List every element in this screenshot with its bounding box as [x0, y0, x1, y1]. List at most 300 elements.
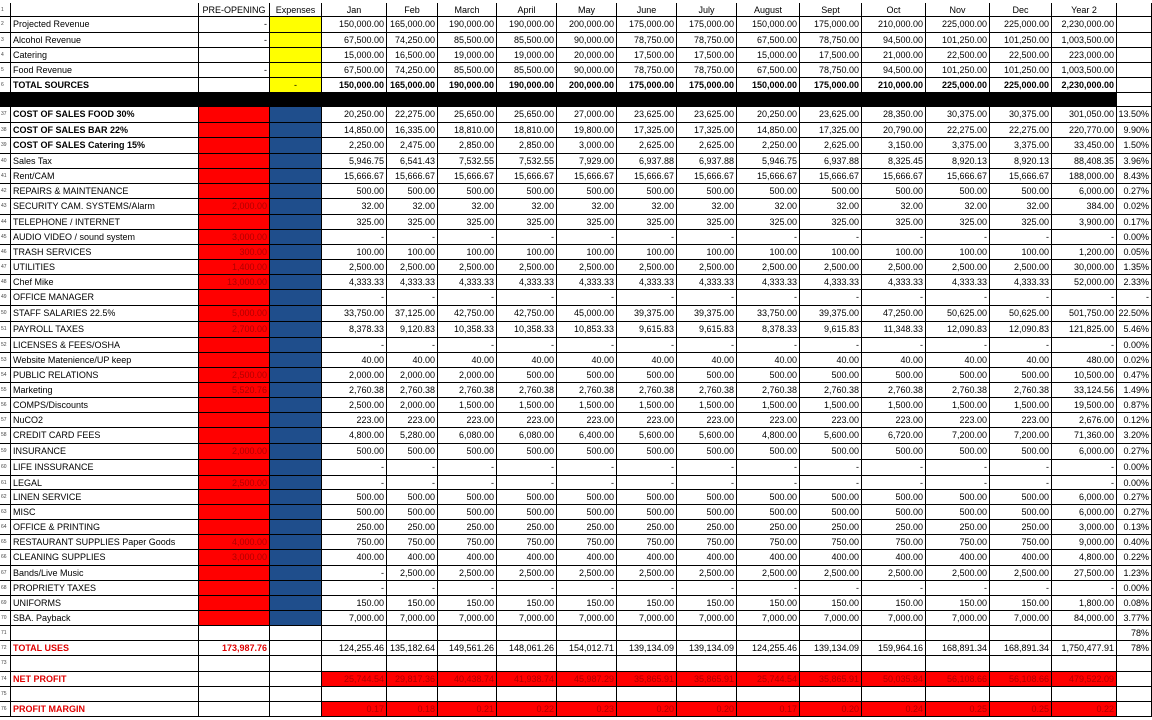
value-cell[interactable]: 500.00 — [497, 490, 557, 505]
value-cell[interactable]: 250.00 — [322, 520, 387, 535]
value-cell[interactable]: 500.00 — [438, 444, 497, 460]
value-cell[interactable]: 500.00 — [617, 490, 677, 505]
row-label[interactable]: Chef Mike — [11, 275, 199, 290]
percent-cell[interactable]: 0.02% — [1117, 199, 1152, 215]
row-number[interactable]: 76 — [0, 702, 11, 717]
value-cell[interactable]: - — [497, 338, 557, 353]
pre-opening-cell[interactable] — [199, 581, 270, 596]
value-cell[interactable]: 6,937.88 — [677, 154, 737, 169]
value-cell[interactable]: - — [557, 230, 617, 245]
expenses-cell[interactable] — [270, 353, 322, 368]
value-cell[interactable]: 750.00 — [387, 535, 438, 550]
cell[interactable] — [1117, 687, 1152, 702]
value-cell[interactable]: 175,000.00 — [617, 17, 677, 33]
value-cell[interactable]: 0.24 — [862, 702, 926, 717]
value-cell[interactable]: 1,500.00 — [800, 398, 862, 413]
value-cell[interactable]: - — [677, 290, 737, 306]
value-cell[interactable]: 250.00 — [557, 520, 617, 535]
value-cell[interactable]: 19,000.00 — [438, 48, 497, 63]
value-cell[interactable]: 100.00 — [862, 245, 926, 260]
value-cell[interactable]: 40.00 — [862, 353, 926, 368]
row-number[interactable]: 57 — [0, 413, 11, 428]
value-cell[interactable]: 750.00 — [438, 535, 497, 550]
value-cell[interactable]: 78,750.00 — [617, 63, 677, 78]
value-cell[interactable]: 0.17 — [322, 702, 387, 717]
value-cell[interactable]: 500.00 — [677, 368, 737, 383]
cell[interactable] — [270, 626, 322, 641]
cell[interactable] — [1117, 3, 1152, 17]
value-cell[interactable]: 325.00 — [737, 215, 800, 230]
row-number[interactable]: 55 — [0, 383, 11, 398]
pre-opening-cell[interactable] — [199, 184, 270, 199]
value-cell[interactable]: 6,080.00 — [438, 428, 497, 444]
row-label[interactable]: Catering — [11, 48, 199, 63]
value-cell[interactable]: - — [387, 460, 438, 476]
value-cell[interactable]: 5,946.75 — [322, 154, 387, 169]
value-cell[interactable]: - — [926, 230, 990, 245]
value-cell[interactable]: 40.00 — [990, 353, 1052, 368]
percent-cell[interactable]: 1.35% — [1117, 260, 1152, 275]
cell[interactable] — [438, 687, 497, 702]
value-cell[interactable]: 10,358.33 — [497, 322, 557, 338]
row-number[interactable]: 62 — [0, 490, 11, 505]
divider-cell[interactable] — [322, 93, 387, 107]
value-cell[interactable]: 1,500.00 — [737, 398, 800, 413]
value-cell[interactable]: 500.00 — [497, 184, 557, 199]
percent-cell[interactable]: 0.00% — [1117, 581, 1152, 596]
pre-opening-cell[interactable] — [199, 460, 270, 476]
value-cell[interactable]: 2,000.00 — [438, 368, 497, 383]
value-cell[interactable]: - — [737, 581, 800, 596]
pre-opening-cell[interactable]: 4,000.00 — [199, 535, 270, 550]
row-label[interactable]: LEGAL — [11, 476, 199, 490]
value-cell[interactable]: 25,744.54 — [322, 672, 387, 687]
value-cell[interactable]: - — [438, 230, 497, 245]
value-cell[interactable]: 2,500.00 — [322, 398, 387, 413]
column-header[interactable]: Jan — [322, 3, 387, 17]
value-cell[interactable]: 7,000.00 — [862, 611, 926, 626]
value-cell[interactable]: 6,541.43 — [387, 154, 438, 169]
value-cell[interactable]: 500.00 — [677, 444, 737, 460]
value-cell[interactable]: 223.00 — [800, 413, 862, 428]
cell[interactable] — [11, 656, 199, 672]
value-cell[interactable]: 223.00 — [497, 413, 557, 428]
percent-cell[interactable]: - — [1117, 290, 1152, 306]
expenses-cell[interactable] — [270, 322, 322, 338]
value-cell[interactable]: 500.00 — [677, 505, 737, 520]
value-cell[interactable]: 40.00 — [557, 353, 617, 368]
value-cell[interactable]: 150.00 — [387, 596, 438, 611]
cell[interactable] — [322, 626, 387, 641]
value-cell[interactable]: 7,532.55 — [438, 154, 497, 169]
value-cell[interactable]: - — [990, 338, 1052, 353]
value-cell[interactable]: 500.00 — [990, 368, 1052, 383]
value-cell[interactable]: - — [617, 476, 677, 490]
pre-opening-cell[interactable]: 1,400.00 — [199, 260, 270, 275]
row-label[interactable]: Food Revenue — [11, 63, 199, 78]
value-cell[interactable]: 4,333.33 — [990, 275, 1052, 290]
value-cell[interactable]: - — [926, 290, 990, 306]
row-number[interactable]: 59 — [0, 444, 11, 460]
row-number[interactable]: 42 — [0, 184, 11, 199]
value-cell[interactable]: - — [990, 476, 1052, 490]
expenses-cell[interactable] — [270, 338, 322, 353]
value-cell[interactable]: 3,000.00 — [1052, 520, 1117, 535]
value-cell[interactable]: - — [438, 290, 497, 306]
pre-opening-cell[interactable] — [199, 290, 270, 306]
value-cell[interactable]: 225,000.00 — [926, 78, 990, 93]
value-cell[interactable]: 750.00 — [926, 535, 990, 550]
value-cell[interactable]: 2,475.00 — [387, 138, 438, 154]
value-cell[interactable]: - — [617, 290, 677, 306]
value-cell[interactable]: 42,750.00 — [438, 306, 497, 322]
pre-opening-cell[interactable]: 2,500.00 — [199, 476, 270, 490]
value-cell[interactable]: 2,250.00 — [322, 138, 387, 154]
pre-opening-cell[interactable] — [199, 353, 270, 368]
value-cell[interactable]: 7,000.00 — [387, 611, 438, 626]
row-label[interactable]: LINEN SERVICE — [11, 490, 199, 505]
value-cell[interactable]: - — [1052, 290, 1117, 306]
value-cell[interactable]: 250.00 — [617, 520, 677, 535]
value-cell[interactable]: 9,615.83 — [617, 322, 677, 338]
value-cell[interactable]: 500.00 — [800, 444, 862, 460]
cell[interactable] — [737, 626, 800, 641]
value-cell[interactable]: 100.00 — [737, 245, 800, 260]
value-cell[interactable]: 2,500.00 — [617, 566, 677, 581]
value-cell[interactable]: 12,090.83 — [926, 322, 990, 338]
value-cell[interactable]: 750.00 — [557, 535, 617, 550]
column-header[interactable]: March — [438, 3, 497, 17]
value-cell[interactable]: 6,937.88 — [617, 154, 677, 169]
value-cell[interactable]: - — [800, 338, 862, 353]
expenses-cell[interactable] — [270, 398, 322, 413]
value-cell[interactable]: 14,850.00 — [737, 123, 800, 138]
value-cell[interactable]: 750.00 — [800, 535, 862, 550]
value-cell[interactable]: 15,666.67 — [322, 169, 387, 184]
expenses-cell[interactable] — [270, 581, 322, 596]
value-cell[interactable]: 500.00 — [737, 490, 800, 505]
value-cell[interactable]: 2,250.00 — [737, 138, 800, 154]
pre-opening-cell[interactable]: - — [199, 17, 270, 33]
value-cell[interactable]: 15,666.67 — [438, 169, 497, 184]
pre-opening-cell[interactable] — [199, 78, 270, 93]
column-header[interactable]: Nov — [926, 3, 990, 17]
percent-cell[interactable]: 8.43% — [1117, 169, 1152, 184]
value-cell[interactable]: 500.00 — [387, 505, 438, 520]
row-label[interactable]: Bands/Live Music — [11, 566, 199, 581]
value-cell[interactable]: - — [387, 476, 438, 490]
divider-cell[interactable] — [0, 93, 11, 107]
value-cell[interactable]: - — [862, 290, 926, 306]
value-cell[interactable]: 25,650.00 — [438, 107, 497, 123]
value-cell[interactable]: 42,750.00 — [497, 306, 557, 322]
value-cell[interactable]: 19,000.00 — [497, 48, 557, 63]
value-cell[interactable]: 325.00 — [387, 215, 438, 230]
percent-cell[interactable]: 0.40% — [1117, 535, 1152, 550]
value-cell[interactable]: - — [990, 230, 1052, 245]
value-cell[interactable]: 40.00 — [926, 353, 990, 368]
percent-cell[interactable]: 3.96% — [1117, 154, 1152, 169]
cell[interactable] — [199, 687, 270, 702]
cell[interactable] — [387, 687, 438, 702]
value-cell[interactable]: 17,325.00 — [617, 123, 677, 138]
value-cell[interactable]: 2,760.38 — [800, 383, 862, 398]
value-cell[interactable]: 4,333.33 — [926, 275, 990, 290]
value-cell[interactable]: 0.20 — [677, 702, 737, 717]
value-cell[interactable]: 9,000.00 — [1052, 535, 1117, 550]
percent-cell[interactable] — [1117, 78, 1152, 93]
value-cell[interactable]: 6,720.00 — [862, 428, 926, 444]
value-cell[interactable]: 2,500.00 — [557, 566, 617, 581]
expenses-cell[interactable] — [270, 33, 322, 48]
value-cell[interactable]: - — [387, 290, 438, 306]
value-cell[interactable]: 22,500.00 — [990, 48, 1052, 63]
value-cell[interactable]: 150.00 — [737, 596, 800, 611]
expenses-cell[interactable] — [270, 245, 322, 260]
value-cell[interactable]: 23,625.00 — [800, 107, 862, 123]
row-label[interactable]: LIFE INSSURANCE — [11, 460, 199, 476]
row-label[interactable]: SECURITY CAM. SYSTEMS/Alarm — [11, 199, 199, 215]
pre-opening-cell[interactable] — [199, 215, 270, 230]
row-label[interactable]: PUBLIC RELATIONS — [11, 368, 199, 383]
value-cell[interactable]: - — [438, 460, 497, 476]
percent-cell[interactable]: 0.00% — [1117, 230, 1152, 245]
row-number[interactable]: 2 — [0, 17, 11, 33]
cell[interactable] — [677, 687, 737, 702]
value-cell[interactable]: 4,333.33 — [737, 275, 800, 290]
value-cell[interactable]: 250.00 — [990, 520, 1052, 535]
value-cell[interactable]: 37,125.00 — [387, 306, 438, 322]
value-cell[interactable]: 135,182.64 — [387, 641, 438, 656]
divider-cell[interactable] — [990, 93, 1052, 107]
value-cell[interactable]: 0.18 — [387, 702, 438, 717]
value-cell[interactable]: 2,760.38 — [438, 383, 497, 398]
value-cell[interactable]: 150,000.00 — [322, 17, 387, 33]
value-cell[interactable]: 30,375.00 — [990, 107, 1052, 123]
divider-cell[interactable] — [270, 93, 322, 107]
pre-opening-cell[interactable] — [199, 566, 270, 581]
divider-cell[interactable] — [199, 93, 270, 107]
value-cell[interactable]: 750.00 — [617, 535, 677, 550]
divider-cell[interactable] — [438, 93, 497, 107]
value-cell[interactable]: 7,000.00 — [497, 611, 557, 626]
value-cell[interactable]: 210,000.00 — [862, 78, 926, 93]
expenses-cell[interactable] — [270, 596, 322, 611]
row-number[interactable]: 69 — [0, 596, 11, 611]
column-header[interactable]: PRE-OPENING — [199, 3, 270, 17]
value-cell[interactable]: 220,770.00 — [1052, 123, 1117, 138]
value-cell[interactable]: 190,000.00 — [497, 17, 557, 33]
row-number[interactable]: 56 — [0, 398, 11, 413]
value-cell[interactable]: 188,000.00 — [1052, 169, 1117, 184]
value-cell[interactable]: 400.00 — [990, 550, 1052, 566]
value-cell[interactable]: 32.00 — [862, 199, 926, 215]
column-header[interactable]: Year 2 — [1052, 3, 1117, 17]
value-cell[interactable]: 2,625.00 — [800, 138, 862, 154]
value-cell[interactable]: 45,000.00 — [557, 306, 617, 322]
value-cell[interactable]: 325.00 — [862, 215, 926, 230]
value-cell[interactable]: 223.00 — [557, 413, 617, 428]
row-number[interactable]: 45 — [0, 230, 11, 245]
value-cell[interactable]: 500.00 — [677, 490, 737, 505]
value-cell[interactable]: - — [926, 476, 990, 490]
value-cell[interactable]: 400.00 — [800, 550, 862, 566]
value-cell[interactable]: 168,891.34 — [926, 641, 990, 656]
value-cell[interactable]: 150.00 — [438, 596, 497, 611]
pre-opening-cell[interactable]: 300.00 — [199, 245, 270, 260]
row-number[interactable]: 58 — [0, 428, 11, 444]
value-cell[interactable]: 175,000.00 — [617, 78, 677, 93]
value-cell[interactable]: - — [926, 460, 990, 476]
row-label[interactable]: OFFICE & PRINTING — [11, 520, 199, 535]
value-cell[interactable]: - — [800, 581, 862, 596]
value-cell[interactable]: 2,760.38 — [617, 383, 677, 398]
value-cell[interactable]: 2,000.00 — [387, 368, 438, 383]
value-cell[interactable]: - — [497, 581, 557, 596]
value-cell[interactable]: 500.00 — [862, 184, 926, 199]
value-cell[interactable]: 150.00 — [800, 596, 862, 611]
value-cell[interactable]: 6,000.00 — [1052, 184, 1117, 199]
value-cell[interactable]: - — [322, 476, 387, 490]
row-label[interactable]: UNIFORMS — [11, 596, 199, 611]
value-cell[interactable]: - — [497, 460, 557, 476]
value-cell[interactable]: 2,625.00 — [677, 138, 737, 154]
value-cell[interactable]: 250.00 — [497, 520, 557, 535]
value-cell[interactable]: 94,500.00 — [862, 63, 926, 78]
value-cell[interactable]: 4,333.33 — [862, 275, 926, 290]
value-cell[interactable]: 88,408.35 — [1052, 154, 1117, 169]
divider-cell[interactable] — [926, 93, 990, 107]
value-cell[interactable]: 85,500.00 — [438, 33, 497, 48]
row-number[interactable]: 72 — [0, 641, 11, 656]
value-cell[interactable]: 45,987.29 — [557, 672, 617, 687]
expenses-cell[interactable] — [270, 63, 322, 78]
value-cell[interactable]: 223.00 — [617, 413, 677, 428]
value-cell[interactable]: - — [800, 230, 862, 245]
value-cell[interactable]: 124,255.46 — [322, 641, 387, 656]
value-cell[interactable]: 50,035.84 — [862, 672, 926, 687]
cell[interactable] — [800, 687, 862, 702]
row-label[interactable]: RESTAURANT SUPPLIES Paper Goods — [11, 535, 199, 550]
pre-opening-cell[interactable] — [199, 48, 270, 63]
cell[interactable] — [387, 626, 438, 641]
row-label[interactable]: REPAIRS & MAINTENANCE — [11, 184, 199, 199]
value-cell[interactable]: 225,000.00 — [990, 17, 1052, 33]
cell[interactable] — [1117, 702, 1152, 717]
value-cell[interactable]: 500.00 — [617, 444, 677, 460]
value-cell[interactable]: 4,800.00 — [1052, 550, 1117, 566]
value-cell[interactable]: 0.17 — [737, 702, 800, 717]
pre-opening-cell[interactable] — [199, 154, 270, 169]
value-cell[interactable]: 1,500.00 — [862, 398, 926, 413]
cell[interactable] — [677, 626, 737, 641]
value-cell[interactable]: 0.23 — [557, 702, 617, 717]
value-cell[interactable]: 9,120.83 — [387, 322, 438, 338]
cell[interactable] — [199, 656, 270, 672]
value-cell[interactable]: 154,012.71 — [557, 641, 617, 656]
pre-opening-cell[interactable] — [199, 107, 270, 123]
value-cell[interactable]: 2,760.38 — [926, 383, 990, 398]
value-cell[interactable]: 7,000.00 — [617, 611, 677, 626]
value-cell[interactable]: 500.00 — [322, 444, 387, 460]
value-cell[interactable]: - — [677, 338, 737, 353]
value-cell[interactable]: 67,500.00 — [737, 33, 800, 48]
value-cell[interactable]: 4,800.00 — [322, 428, 387, 444]
column-header[interactable]: July — [677, 3, 737, 17]
value-cell[interactable]: 301,050.00 — [1052, 107, 1117, 123]
row-label[interactable]: CLEANING SUPPLIES — [11, 550, 199, 566]
divider-cell[interactable] — [497, 93, 557, 107]
percent-cell[interactable]: 9.90% — [1117, 123, 1152, 138]
value-cell[interactable]: 33,750.00 — [737, 306, 800, 322]
value-cell[interactable]: 223.00 — [926, 413, 990, 428]
value-cell[interactable]: 67,500.00 — [737, 63, 800, 78]
pre-opening-cell[interactable]: 2,000.00 — [199, 199, 270, 215]
value-cell[interactable]: 1,500.00 — [990, 398, 1052, 413]
value-cell[interactable]: 33,750.00 — [322, 306, 387, 322]
value-cell[interactable]: 100.00 — [800, 245, 862, 260]
value-cell[interactable]: 101,250.00 — [990, 63, 1052, 78]
value-cell[interactable]: 40.00 — [617, 353, 677, 368]
value-cell[interactable]: 100.00 — [438, 245, 497, 260]
cell[interactable] — [617, 626, 677, 641]
value-cell[interactable]: 400.00 — [322, 550, 387, 566]
value-cell[interactable]: 16,500.00 — [387, 48, 438, 63]
value-cell[interactable]: 500.00 — [557, 490, 617, 505]
row-label[interactable]: SBA. Payback — [11, 611, 199, 626]
value-cell[interactable]: 4,333.33 — [557, 275, 617, 290]
value-cell[interactable]: 3,150.00 — [862, 138, 926, 154]
value-cell[interactable]: 400.00 — [497, 550, 557, 566]
value-cell[interactable]: 3,375.00 — [990, 138, 1052, 154]
value-cell[interactable]: 175,000.00 — [800, 17, 862, 33]
value-cell[interactable]: 250.00 — [800, 520, 862, 535]
value-cell[interactable]: 32.00 — [497, 199, 557, 215]
value-cell[interactable]: 148,061.26 — [497, 641, 557, 656]
value-cell[interactable]: 2,760.38 — [990, 383, 1052, 398]
value-cell[interactable]: - — [557, 581, 617, 596]
value-cell[interactable]: 2,500.00 — [926, 260, 990, 275]
value-cell[interactable]: 7,929.00 — [557, 154, 617, 169]
value-cell[interactable]: 500.00 — [557, 444, 617, 460]
value-cell[interactable]: 225,000.00 — [990, 78, 1052, 93]
percent-cell[interactable]: 0.17% — [1117, 215, 1152, 230]
value-cell[interactable]: 500.00 — [926, 490, 990, 505]
percent-cell[interactable]: 1.49% — [1117, 383, 1152, 398]
cell[interactable] — [800, 656, 862, 672]
expenses-cell[interactable] — [270, 611, 322, 626]
value-cell[interactable]: 139,134.09 — [617, 641, 677, 656]
row-number[interactable]: 64 — [0, 520, 11, 535]
value-cell[interactable]: 175,000.00 — [800, 78, 862, 93]
value-cell[interactable]: 5,600.00 — [677, 428, 737, 444]
value-cell[interactable]: 750.00 — [322, 535, 387, 550]
value-cell[interactable]: 19,500.00 — [1052, 398, 1117, 413]
value-cell[interactable]: 67,500.00 — [322, 63, 387, 78]
value-cell[interactable]: 7,000.00 — [800, 611, 862, 626]
pre-opening-cell[interactable]: 13,000.00 — [199, 275, 270, 290]
value-cell[interactable]: 750.00 — [677, 535, 737, 550]
value-cell[interactable]: 40.00 — [497, 353, 557, 368]
value-cell[interactable]: 18,810.00 — [497, 123, 557, 138]
value-cell[interactable]: 15,666.67 — [737, 169, 800, 184]
value-cell[interactable]: 250.00 — [438, 520, 497, 535]
expenses-cell[interactable] — [270, 230, 322, 245]
value-cell[interactable]: - — [322, 290, 387, 306]
value-cell[interactable]: 1,500.00 — [557, 398, 617, 413]
value-cell[interactable]: 1,500.00 — [438, 398, 497, 413]
value-cell[interactable]: 479,522.09 — [1052, 672, 1117, 687]
